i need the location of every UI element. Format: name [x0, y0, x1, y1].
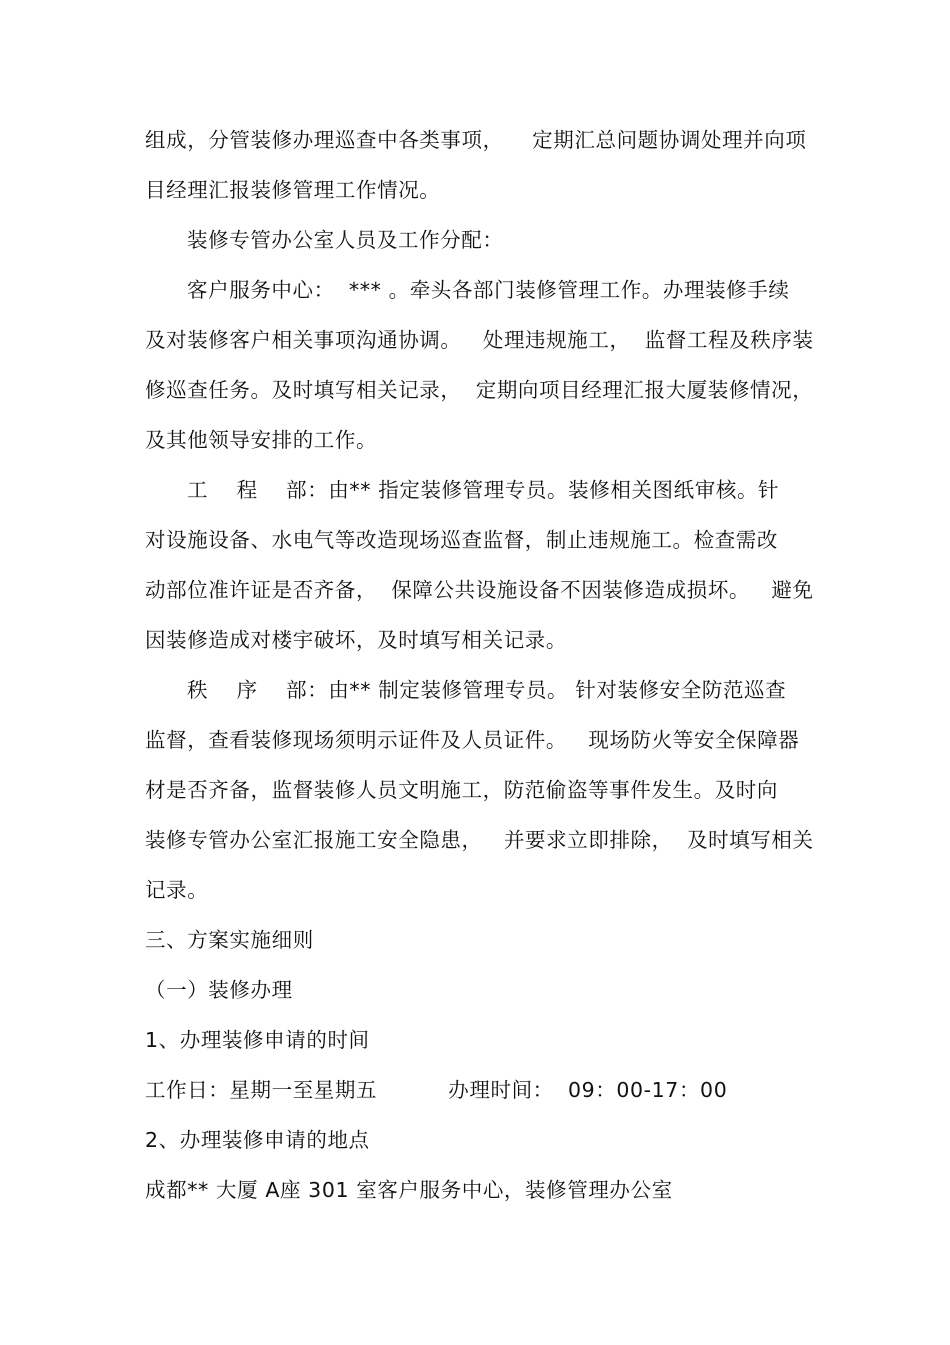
paragraph-line: 客户服务中心： *** 。牵头各部门装修管理工作。办理装修手续 [187, 278, 790, 302]
subsection-heading: （一）装修办理 [145, 978, 293, 1002]
paragraph-line: 材是否齐备，监督装修人员文明施工，防范偷盗等事件发生。及时向 [145, 778, 778, 802]
paragraph-line: 监督，查看装修现场须明示证件及人员证件。 现场防火等安全保障器 [145, 728, 800, 752]
paragraph-line: 动部位准许证是否齐备， 保障公共设施设备不因装修造成损坏。 避免 [145, 578, 814, 602]
paragraph-line: 目经理汇报装修管理工作情况。 [145, 178, 441, 202]
working-hours-line: 工作日：星期一至星期五 办理时间： 09：00-17：00 [145, 1078, 728, 1102]
paragraph-line: 记录。 [145, 878, 209, 902]
section-heading: 三、方案实施细则 [145, 928, 314, 952]
paragraph-line: 修巡查任务。及时填写相关记录， 定期向项目经理汇报大厦装修情况， [145, 378, 814, 402]
paragraph-line: 工 程 部：由** 指定装修管理专员。装修相关图纸审核。针 [187, 478, 780, 502]
paragraph-line: 因装修造成对楼宇破坏，及时填写相关记录。 [145, 628, 567, 652]
paragraph-line: 对设施设备、水电气等改造现场巡查监督，制止违规施工。检查需改 [145, 528, 778, 552]
paragraph-line: 秩 序 部：由** 制定装修管理专员。 针对装修安全防范巡查 [187, 678, 787, 702]
section-intro-line: 装修专管办公室人员及工作分配： [187, 228, 504, 252]
address-line: 成都** 大厦 A座 301 室客户服务中心，装修管理办公室 [145, 1178, 673, 1202]
item-heading: 2、办理装修申请的地点 [145, 1128, 370, 1152]
paragraph-line: 及对装修客户相关事项沟通协调。 处理违规施工， 监督工程及秩序装 [145, 328, 814, 352]
paragraph-line: 及其他领导安排的工作。 [145, 428, 378, 452]
paragraph-line: 组成，分管装修办理巡查中各类事项， 定期汇总问题协调处理并向项 [145, 128, 807, 152]
paragraph-line: 装修专管办公室汇报施工安全隐患， 并要求立即排除， 及时填写相关 [145, 828, 814, 852]
item-heading: 1、办理装修申请的时间 [145, 1028, 370, 1052]
